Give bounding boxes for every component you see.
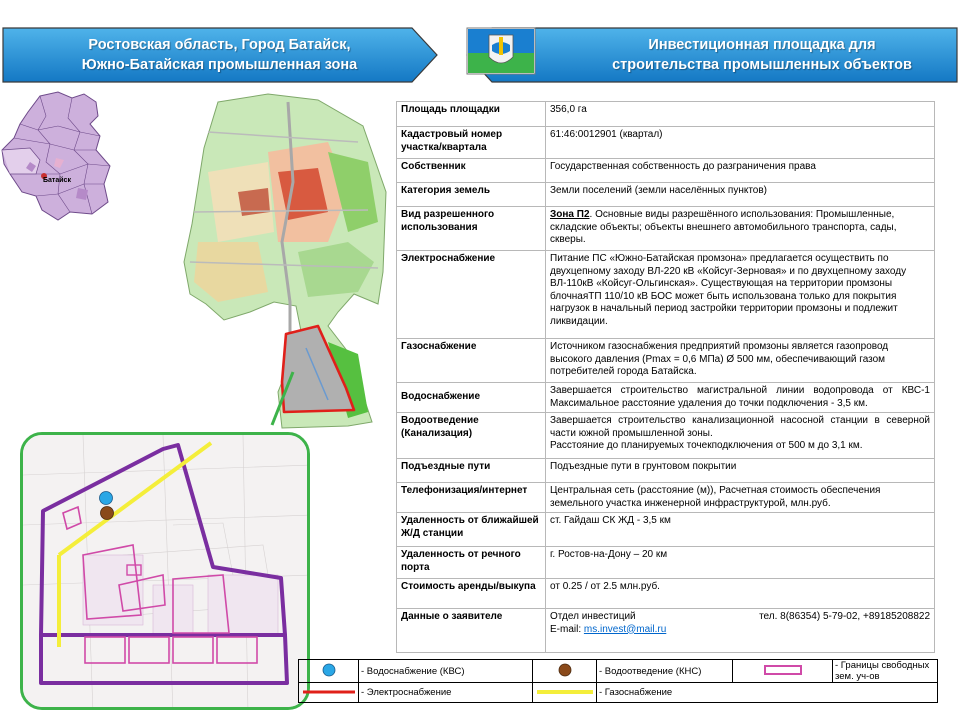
water-value: Завершается строительство магистральной линии водопровода от КВС-1 Максимальное расстояние удаления до точки подключения - 3,5 км. xyxy=(546,383,935,413)
applicant-phone: тел. 8(86354) 5-79-02, +89185208822 xyxy=(759,611,930,622)
table-row xyxy=(397,609,935,653)
applicant-contact-row xyxy=(550,611,930,624)
cadastral-value: 61:46:0012901 (квартал) xyxy=(546,127,935,159)
table-row xyxy=(397,383,935,413)
port-value: г. Ростов-на-Дону – 20 км xyxy=(546,547,935,579)
cost-label: Стоимость аренды/выкупа xyxy=(397,579,546,609)
roads-label: Подъездные пути xyxy=(397,459,546,483)
legend-sewer-symbol xyxy=(533,660,597,683)
owner-label: Собственник xyxy=(397,159,546,183)
table-row xyxy=(397,483,935,513)
legend-water-symbol xyxy=(299,660,359,683)
railway-label: Удаленность от ближайшей Ж/Д станции xyxy=(397,513,546,547)
plot-boundary-icon xyxy=(763,664,803,676)
legend-row xyxy=(299,660,938,683)
power-label: Электроснабжение xyxy=(397,251,546,339)
email-label: E-mail: xyxy=(550,623,584,635)
usage-label: Вид разрешенного использования xyxy=(397,207,546,251)
table-row xyxy=(397,207,935,251)
region-title: Ростовская область, Город Батайск, Южно-Батайская промышленная зона xyxy=(81,37,358,73)
legend-power-text: - Электроснабжение xyxy=(359,683,533,703)
sewer-marker-icon xyxy=(558,663,572,677)
sewer-distance: Расстояние до планируемых точекподключения от 500 м до 3,1 км. xyxy=(550,440,863,451)
sewer-label: Водоотведение (Канализация) xyxy=(397,413,546,459)
email-link[interactable]: ms.invest@mail.ru xyxy=(583,623,667,635)
legend-gas-text: - Газоснабжение xyxy=(597,683,938,703)
area-label: Площадь площадки xyxy=(397,102,546,127)
gas-label: Газоснабжение xyxy=(397,339,546,383)
water-marker-icon xyxy=(322,663,336,677)
usage-text: . Основные виды разрешённого использования: Промышленные, складские объекты; объекты внешнего автомобильного транспорта, сады, скверы. xyxy=(550,209,897,245)
usage-value xyxy=(546,207,935,251)
legend-row xyxy=(299,683,938,703)
site-info-table xyxy=(396,101,935,653)
table-row xyxy=(397,183,935,207)
zone-code: Зона П2 xyxy=(550,209,590,220)
table-row xyxy=(397,127,935,159)
table-row xyxy=(397,459,935,483)
area-value: 356,0 га xyxy=(546,102,935,127)
legend-gas-symbol xyxy=(533,683,597,703)
sewer-text: Завершается строительство канализационной насосной станции в северной части южной промышленной зоны. xyxy=(550,415,930,439)
cost-value: от 0.25 / от 2.5 млн.руб. xyxy=(546,579,935,609)
table-row xyxy=(397,159,935,183)
applicant-dept: Отдел инвестиций xyxy=(550,611,636,622)
table-row xyxy=(397,579,935,609)
legend-power-symbol xyxy=(299,683,359,703)
gas-line-icon xyxy=(536,689,594,695)
table-row xyxy=(397,251,935,339)
category-label: Категория земель xyxy=(397,183,546,207)
legend-sewer-text: - Водоотведение (КНС) xyxy=(597,660,733,683)
table-row xyxy=(397,339,935,383)
power-value: Питание ПС «Южно-Батайская промзона» предлагается осуществить по двухцепному заходу ВЛ-220 кВ «Койсуг-Зерновая» и по двухцепному заходу ВЛ-110кВ «Койсуг-Ольгинская». Существующая на территории промзоны блочнаяТП 110/10 кВ БОС может быть использована только для покрытия нагрузок в начальный период застройки территории промзоны и подлежит ликвидации. xyxy=(546,251,935,339)
table-row xyxy=(397,413,935,459)
legend-plot-text: - Границы свободных зем. уч-ов xyxy=(833,660,938,683)
applicant-label: Данные о заявителе xyxy=(397,609,546,653)
table-row xyxy=(397,513,935,547)
table-row xyxy=(397,547,935,579)
applicant-value xyxy=(546,609,935,653)
roads-value: Подъездные пути в грунтовом покрытии xyxy=(546,459,935,483)
cadastral-label: Кадастровый номер участка/квартала xyxy=(397,127,546,159)
water-label: Водоснабжение xyxy=(397,383,546,413)
gas-value: Источником газоснабжения предприятий промзоны является газопровод высокого давления (Pmax = 0,6 МПа) Ø 500 мм, обеспечивающий газом потребителей города Батайска. xyxy=(546,339,935,383)
city-label: Батайск xyxy=(43,177,71,184)
sewer-value xyxy=(546,413,935,459)
telecom-label: Телефонизация/интернет xyxy=(397,483,546,513)
railway-value: ст. Гайдаш СК ЖД - 3,5 км xyxy=(546,513,935,547)
legend-plot-symbol xyxy=(733,660,833,683)
applicant-email-row xyxy=(550,624,930,637)
telecom-value: Центральная сеть (расстояние (м)), Расчетная стоимость обеспечения земельного участка инженерной инфраструктурой, млн.руб. xyxy=(546,483,935,513)
power-line-icon xyxy=(302,689,356,695)
table-row xyxy=(397,102,935,127)
category-value: Земли поселений (земли населённых пунктов) xyxy=(546,183,935,207)
project-title: Инвестиционная площадка для строительства промышленных объектов xyxy=(612,37,912,73)
owner-value: Государственная собственность до разграничения права xyxy=(546,159,935,183)
map-legend xyxy=(298,659,938,703)
port-label: Удаленность от речного порта xyxy=(397,547,546,579)
legend-water-text: - Водоснабжение (КВС) xyxy=(359,660,533,683)
